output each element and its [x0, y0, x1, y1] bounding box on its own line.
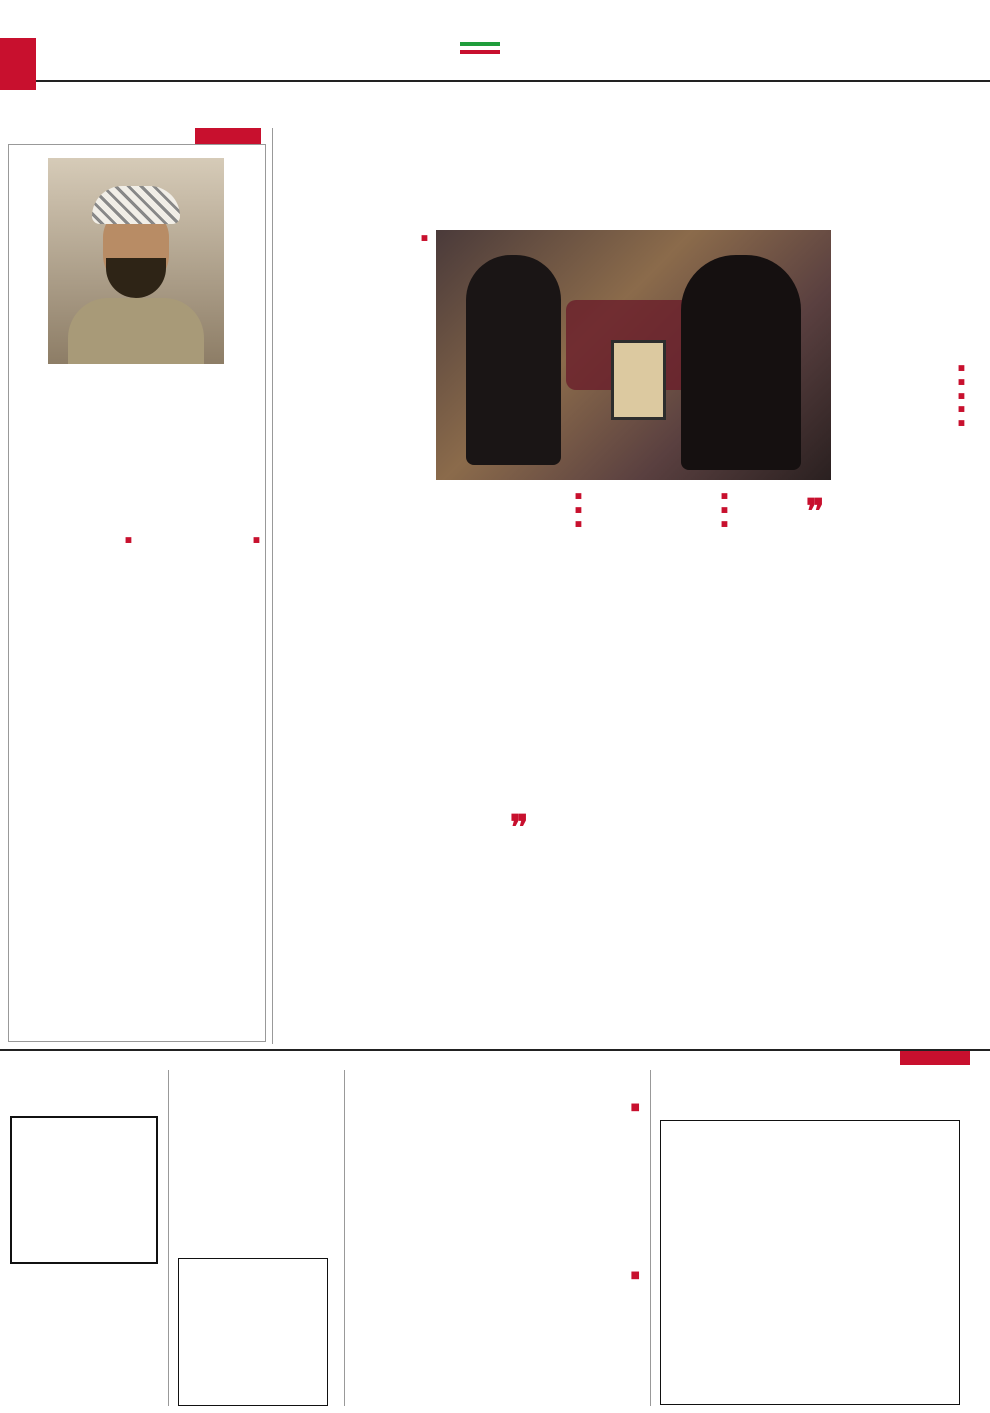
section-brand: [410, 42, 550, 76]
column-subhead: [825, 417, 965, 429]
crossword-row-numbers: [963, 1120, 979, 1405]
interview-column-a: [14, 532, 132, 1036]
article-column-1: [825, 360, 965, 1040]
pull-quote-2: [282, 822, 432, 1040]
column-divider: [650, 1070, 651, 1406]
horizontal-clues: [346, 1118, 642, 1258]
crossword-grid[interactable]: [660, 1120, 960, 1405]
page-header: [0, 0, 990, 82]
column-divider: [344, 1070, 345, 1406]
horizontal-clues-title: [380, 1102, 640, 1113]
photo-woman-left: [466, 255, 561, 465]
mother-martyr-photo: [436, 230, 831, 480]
vertical-clues: [346, 1286, 642, 1406]
column-subhead: [590, 490, 728, 502]
column-subhead: [436, 504, 582, 516]
column-subhead: [825, 362, 965, 374]
interview-column-b: [140, 532, 260, 1036]
puzzle-section-label[interactable]: [900, 1051, 970, 1065]
portrait-turban: [92, 186, 180, 224]
vertical-clues-title: [380, 1270, 640, 1281]
column-divider: [272, 128, 273, 1044]
photo-martyr-frame: [611, 340, 666, 420]
quote-mark-icon: ❞: [510, 808, 529, 848]
martyr-portrait: [48, 158, 224, 364]
column-subhead: [14, 534, 132, 546]
column-divider: [168, 1070, 169, 1406]
photo-woman-right: [681, 255, 801, 470]
puzzle-section-bar: [0, 1049, 990, 1063]
article-lead: [825, 232, 965, 352]
portrait-shirt: [68, 298, 204, 364]
flag-icon: [460, 42, 500, 54]
column-subhead: [590, 504, 728, 516]
column-subhead: [825, 376, 965, 388]
portrait-beard: [106, 258, 166, 298]
column-subhead: [140, 534, 260, 546]
article-column-3: [436, 488, 582, 1040]
column-subhead: [825, 403, 965, 415]
column-subhead: [436, 490, 582, 502]
column-subhead: [590, 518, 728, 530]
pull-quote-1: [736, 530, 836, 650]
interview-tab[interactable]: [195, 128, 261, 144]
solution-grid: [178, 1258, 328, 1406]
column-subhead: [282, 232, 428, 244]
column-subhead: [436, 518, 582, 530]
quote-mark-icon: ❞: [806, 492, 825, 532]
sudoku-grid[interactable]: [10, 1116, 158, 1264]
article-column-2: [590, 488, 728, 1040]
column-subhead: [825, 390, 965, 402]
newspaper-logo[interactable]: [0, 38, 36, 90]
article-column-4: [282, 230, 428, 810]
